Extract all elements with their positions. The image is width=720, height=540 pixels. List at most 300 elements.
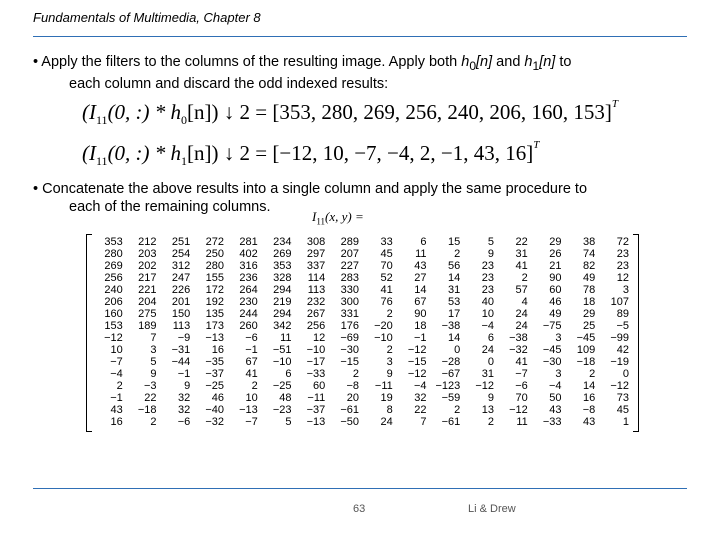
matrix-cell: 10 [110,344,123,356]
matrix-cell: 67 [245,356,258,368]
matrix-cell: 2 [116,380,123,392]
matrix-cell: −6 [515,380,528,392]
matrix-cell: 150 [171,308,191,320]
matrix-cell: 14 [414,284,427,296]
top-rule [33,36,687,37]
matrix-cell: 204 [138,296,157,308]
matrix-cell: 76 [380,296,393,308]
matrix-cell: 17 [448,308,461,320]
eq2-transpose: T [533,139,540,151]
matrix-cell: 12 [313,332,326,344]
coefficient-matrix [86,234,639,432]
matrix-cell: 41 [515,260,528,272]
matrix-row [94,272,634,284]
matrix-cell: −61 [441,416,461,428]
matrix-cell: 0 [487,356,494,368]
matrix-row [94,356,634,368]
matrix-cell: 26 [549,248,562,260]
matrix-cell: 24 [481,344,494,356]
matrix-cell: 280 [104,248,123,260]
matrix-cell: 135 [205,308,224,320]
matrix-cell: 56 [448,260,461,272]
h0-subscript: 0 [469,58,477,73]
matrix-cell: 14 [448,272,461,284]
matrix-cell: 3 [555,368,562,380]
matrix-cell: 2 [150,416,157,428]
matrix-cell: 402 [239,248,258,260]
matrix-cell: −38 [441,320,461,332]
matrix-cell: 23 [481,260,494,272]
matrix-row [94,392,634,404]
matrix-cell: 31 [448,284,461,296]
matrix-row [94,260,634,272]
matrix-cell: 283 [340,272,359,284]
matrix-cell: 73 [616,392,629,404]
matrix-cell: 264 [239,284,258,296]
matrix-cell: −4 [481,320,494,332]
matrix-cell: 90 [414,308,427,320]
matrix-cell: 23 [481,272,494,284]
matrix-cell: 189 [138,320,157,332]
matrix-cell: −51 [272,344,292,356]
matrix-cell: 331 [340,308,359,320]
matrix-cell: 330 [340,284,359,296]
matrix-cell: −13 [306,416,326,428]
matrix-cell: −8 [582,404,596,416]
matrix-cell: 227 [340,260,359,272]
matrix-cell: 240 [104,284,123,296]
h0-symbol: h [461,54,470,70]
matrix-cell: −9 [177,332,191,344]
matrix-cell: −6 [177,416,191,428]
matrix-cell: −12 [407,368,427,380]
matrix-row [94,236,634,248]
matrix-cell: −75 [542,320,562,332]
matrix-cell: 2 [251,380,258,392]
matrix-cell: 42 [616,344,629,356]
matrix-cell: 9 [150,368,157,380]
matrix-cell: 32 [178,392,191,404]
matrix-cell: −67 [441,368,461,380]
matrix-cell: −8 [346,380,359,392]
matrix-cell: 49 [583,272,596,284]
matrix-left-bracket [86,234,92,432]
eq1-filter-sub: 0 [181,113,188,128]
matrix-cell: 11 [280,332,292,344]
matrix-cell: 267 [306,308,326,320]
matrix-cell: 256 [306,320,326,332]
matrix-cell: 281 [239,236,258,248]
matrix-cell: 10 [481,308,494,320]
matrix-cell: 155 [205,272,224,284]
matrix-cell: 19 [380,392,393,404]
matrix-cell: −37 [306,404,326,416]
matrix-cell: 2 [521,272,528,284]
matrix-row [94,284,634,296]
matrix-cell: 9 [487,392,494,404]
matrix-cell: −1 [110,392,123,404]
matrix-cell: 201 [171,296,191,308]
matrix-row [94,380,634,392]
matrix-cell: 70 [380,260,393,272]
matrix-cell: 38 [583,236,596,248]
bullet1-prefix: • Apply the filters to the columns of the resulting image. Apply both [33,54,462,70]
matrix-cell: −32 [205,416,224,428]
eq1-rhs: [353, 280, 269, 256, 240, 206, 160, 153] [272,100,612,124]
matrix-cell: 23 [481,284,494,296]
matrix-cell: −12 [610,380,629,392]
matrix-cell: 14 [583,380,596,392]
matrix-cell: 247 [171,272,191,284]
matrix-cell: −23 [272,404,292,416]
matrix-cell: 40 [481,296,494,308]
matrix-cell: 18 [414,320,427,332]
matrix-cell: 29 [549,236,562,248]
matrix-cell: 308 [306,236,326,248]
matrix-cell: −10 [272,356,292,368]
matrix-cell: 0 [622,368,629,380]
matrix-cell: 3 [386,356,393,368]
matrix-cell: 294 [273,284,292,296]
matrix-cell: −7 [110,356,123,368]
matrix-cell: 2 [386,308,393,320]
matrix-cell: 41 [380,284,393,296]
matrix-cell: 172 [205,284,224,296]
matrix-cell: −11 [307,392,326,404]
eq2-filter-sub: 1 [181,154,188,169]
matrix-cell: 45 [616,404,629,416]
bullet1-line2: each column and discard the odd indexed results: [69,75,389,92]
bullet1-suffix: to [555,54,572,70]
matrix-cell: −1 [245,344,258,356]
matrix-cell: 173 [205,320,224,332]
matrix-cell: 43 [414,260,427,272]
matrix-cell: 11 [415,248,427,260]
matrix-cell: −12 [407,344,427,356]
matrix-cell: 275 [138,308,157,320]
matrix-cell: −20 [374,320,393,332]
matrix-cell: 24 [515,308,528,320]
matrix-cell: 1 [622,416,629,428]
matrix-cell: 219 [273,296,292,308]
matrix-cell: 6 [487,332,494,344]
matrix-cell: 2 [352,368,359,380]
matrix-cell: 32 [414,392,427,404]
matrix-cell: 20 [346,392,359,404]
matrix-cell: −35 [205,356,224,368]
matrix-cell: 176 [340,320,359,332]
bullet-apply-filters [33,53,683,93]
matrix-cell: −18 [137,404,157,416]
matrix-cell: −45 [576,332,596,344]
matrix-cell: 4 [521,296,528,308]
matrix-cell: 160 [104,308,123,320]
matrix-label [312,209,364,227]
matrix-row [94,368,634,380]
eq2-lhs-open: (I [82,141,96,165]
matrix-cell: −99 [610,332,629,344]
matrix-cell: 2 [487,416,494,428]
matrix-cell: 89 [616,308,629,320]
matrix-cell: 3 [622,284,629,296]
matrix-cell: 7 [150,332,157,344]
matrix-cell: −25 [272,380,292,392]
matrix-cell: −1 [177,368,191,380]
eq1-lhs-rest: (0, :) * h [107,100,182,124]
matrix-cell: 254 [171,248,191,260]
matrix-cell: 8 [386,404,393,416]
matrix-cell: 9 [487,248,494,260]
eq2-filter-rest: [n]) ↓ 2 = [187,141,268,165]
eq2-rhs: [−12, 10, −7, −4, 2, −1, 43, 16] [272,141,534,165]
matrix-cell: −12 [475,380,494,392]
matrix-cell: −40 [205,404,224,416]
matrix-cell: −12 [509,404,528,416]
matrix-cell: −4 [413,380,427,392]
matrix-cell: 269 [273,248,292,260]
matrix-cell: 22 [515,236,528,248]
matrix-cell: 16 [110,416,123,428]
matrix-cell: 7 [420,416,427,428]
slide-header: Fundamentals of Multimedia, Chapter 8 [33,10,261,25]
matrix-cell: 49 [549,308,562,320]
matrix-cell: 244 [239,308,258,320]
matrix-row [94,308,634,320]
matrix-cell: −32 [509,344,528,356]
matrix-cell: 107 [610,296,629,308]
matrix-cell: 53 [448,296,461,308]
matrix-cell: 23 [616,248,629,260]
matrix-cell: 280 [205,260,224,272]
matrix-cell: 226 [171,284,191,296]
matrix-cell: 29 [583,308,596,320]
matrix-cell: 46 [211,392,224,404]
matrix-cell: 236 [239,272,258,284]
matrix-cell: 232 [306,296,326,308]
matrix-cell: 353 [273,260,292,272]
matrix-cell: 12 [616,272,629,284]
matrix-cell: −3 [143,380,157,392]
bullet2-line2: each of the remaining columns. [69,199,271,215]
matrix-cell: −50 [340,416,359,428]
matrix-cell: 31 [515,248,528,260]
matrix-cell: −19 [610,356,629,368]
matrix-row [94,344,634,356]
matrix-cell: 25 [583,320,596,332]
matrix-cell: 6 [420,236,427,248]
matrix-cell: 297 [306,248,326,260]
matrix-cell: 9 [386,368,393,380]
matrix-cell: −5 [616,320,629,332]
matrix-cell: 251 [171,236,191,248]
matrix-cell: 24 [380,416,393,428]
matrix-cell: 221 [138,284,157,296]
matrix-cell: 41 [515,356,528,368]
matrix-label-sub: 11 [316,216,326,227]
matrix-cell: 2 [454,404,461,416]
matrix-cell: 294 [273,308,292,320]
eq1-filter-rest: [n]) ↓ 2 = [187,100,268,124]
matrix-label-args: (x, y) = [325,209,364,224]
matrix-cell: −4 [110,368,123,380]
matrix-cell: −15 [407,356,427,368]
matrix-row [94,404,634,416]
eq1-lhs-open: (I [82,100,96,124]
matrix-cell: 250 [205,248,224,260]
matrix-cell: 212 [138,236,157,248]
matrix-table [94,236,634,428]
equation-lowpass [82,100,618,128]
matrix-cell: −13 [239,404,258,416]
matrix-cell: 5 [285,416,292,428]
bullet2-line1: • Concatenate the above results into a single column and apply the same procedure to [33,181,588,197]
matrix-cell: 269 [104,260,123,272]
matrix-cell: 21 [549,260,562,272]
matrix-cell: 328 [273,272,292,284]
footer-author: Li & Drew [468,503,516,515]
equation-highpass [82,141,539,169]
h1-subscript: 1 [532,58,540,73]
matrix-label-name: I [312,209,317,224]
matrix-cell: −15 [340,356,359,368]
matrix-cell: 300 [340,296,359,308]
matrix-cell: 16 [583,392,596,404]
matrix-cell: 113 [307,284,326,296]
matrix-cell: −18 [576,356,596,368]
matrix-cell: −28 [441,356,461,368]
matrix-cell: 16 [211,344,224,356]
matrix-cell: 234 [273,236,292,248]
matrix-cell: 70 [515,392,528,404]
matrix-cell: 45 [380,248,393,260]
matrix-cell: 78 [583,284,596,296]
matrix-cell: 316 [239,260,258,272]
matrix-cell: 24 [515,320,528,332]
matrix-cell: 14 [448,332,461,344]
matrix-cell: −69 [340,332,359,344]
matrix-cell: −45 [542,344,562,356]
matrix-cell: 260 [239,320,258,332]
matrix-cell: 41 [245,368,258,380]
matrix-cell: −37 [205,368,224,380]
matrix-cell: 312 [171,260,191,272]
matrix-cell: −59 [441,392,461,404]
matrix-cell: 67 [414,296,427,308]
matrix-cell: −44 [171,356,191,368]
matrix-cell: 52 [380,272,393,284]
matrix-cell: 43 [110,404,123,416]
matrix-cell: −10 [374,332,393,344]
matrix-cell: 3 [555,332,562,344]
matrix-cell: 5 [487,236,494,248]
matrix-cell: −25 [205,380,224,392]
matrix-cell: 0 [454,344,461,356]
matrix-cell: 48 [279,392,292,404]
matrix-cell: 109 [576,344,596,356]
matrix-cell: 13 [481,404,494,416]
matrix-cell: 31 [481,368,494,380]
matrix-cell: 342 [273,320,292,332]
matrix-cell: 18 [583,296,596,308]
matrix-cell: 289 [340,236,359,248]
eq2-lhs-rest: (0, :) * h [107,141,182,165]
matrix-row [94,332,634,344]
matrix-cell: 23 [616,260,629,272]
matrix-cell: −30 [340,344,359,356]
matrix-cell: 202 [138,260,157,272]
h1-symbol: h [524,54,533,70]
matrix-cell: −13 [205,332,224,344]
matrix-cell: 46 [549,296,562,308]
matrix-cell: 90 [549,272,562,284]
matrix-cell: −7 [245,416,258,428]
matrix-cell: 113 [172,320,191,332]
matrix-cell: 72 [616,236,629,248]
matrix-cell: 15 [448,236,461,248]
matrix-row [94,416,634,428]
matrix-row [94,248,634,260]
matrix-cell: 3 [150,344,157,356]
matrix-cell: −38 [509,332,528,344]
matrix-cell: 43 [583,416,596,428]
matrix-cell: 256 [104,272,123,284]
matrix-cell: 57 [515,284,528,296]
matrix-cell: −30 [542,356,562,368]
matrix-cell: −17 [306,356,326,368]
matrix-cell: 50 [549,392,562,404]
bottom-rule [33,488,687,489]
matrix-cell: −31 [171,344,191,356]
matrix-cell: 353 [104,236,123,248]
matrix-cell: 2 [589,368,596,380]
matrix-cell: 5 [150,356,157,368]
matrix-cell: −10 [306,344,326,356]
matrix-cell: 33 [380,236,393,248]
matrix-cell: −1 [413,332,427,344]
matrix-cell: 9 [184,380,191,392]
matrix-cell: 10 [245,392,258,404]
matrix-cell: 27 [414,272,427,284]
matrix-cell: 230 [239,296,258,308]
matrix-cell: 6 [285,368,292,380]
matrix-cell: −33 [542,416,562,428]
matrix-cell: −11 [374,380,393,392]
h0-arg: [n] [476,54,493,70]
matrix-cell: 11 [516,416,528,428]
matrix-cell: 206 [104,296,123,308]
matrix-cell: 114 [307,272,326,284]
matrix-cell: −61 [340,404,359,416]
matrix-cell: 2 [454,248,461,260]
matrix-cell: 217 [138,272,157,284]
matrix-row [94,320,634,332]
matrix-cell: 32 [178,404,191,416]
matrix-cell: −123 [435,380,461,392]
matrix-cell: −7 [515,368,528,380]
matrix-cell: 74 [583,248,596,260]
matrix-cell: 60 [549,284,562,296]
matrix-cell: 203 [138,248,157,260]
matrix-cell: 22 [414,404,427,416]
eq1-transpose: T [611,98,618,110]
matrix-cell: −6 [245,332,258,344]
matrix-cell: 153 [104,320,123,332]
matrix-row [94,296,634,308]
matrix-cell: 43 [549,404,562,416]
matrix-cell: 2 [386,344,393,356]
matrix-cell: 82 [583,260,596,272]
matrix-cell: −4 [548,380,562,392]
